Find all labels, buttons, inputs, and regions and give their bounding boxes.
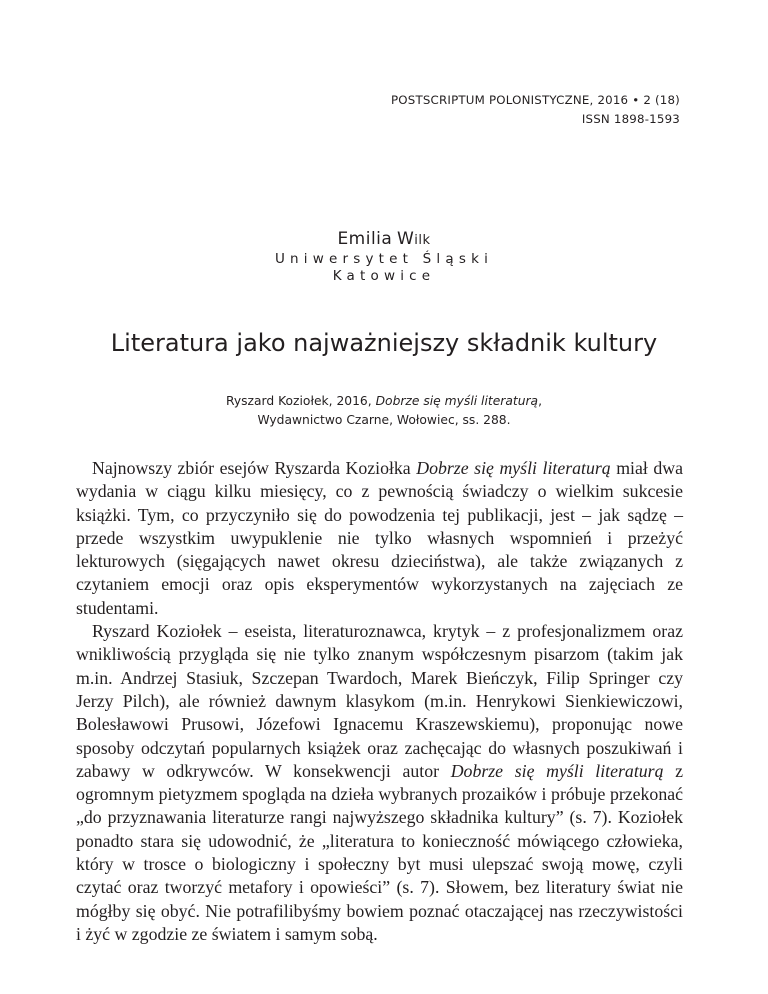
citation-comma: , [538, 394, 543, 408]
citation-publisher: Wydawnictwo Czarne, Wołowiec, ss. 288. [257, 413, 511, 427]
issn-line: ISSN 1898-1593 [581, 112, 680, 126]
author-affiliation-university: Uniwersytet Śląski [274, 251, 494, 267]
article-title: Literatura jako najważniejszy składnik kultury [110, 329, 658, 357]
citation-book-title: Dobrze się myśli literaturą [375, 394, 539, 408]
author-affiliation-city: Katowice [332, 268, 436, 284]
author-block [0, 229, 768, 285]
book-citation [0, 392, 768, 430]
paragraph-2-text-b: z ogromnym pietyzmem spogląda na dzieła wybranych prozaików i próbuje przekonać „do przyznawania literaturze rangi najwyższego składnika kultury” (s. 7). Koziołek ponadto stara się udowodnić, że „literatura to konieczność mówiącego człowieka, który w trosce o biologiczny i społeczny byt musi ulepszać swoją mowę, czyli czytać oraz tworzyć metafory i opowieści” (s. 7). Słowem, bez literatury świat nie mógłby się obyć. Nie potrafilibyśmy bowiem poznać otaczającej nas rzeczywistości i żyć w zgodzie ze światem i samym sobą. [76, 760, 684, 944]
paragraph-1 [76, 457, 683, 620]
author-first-name: Emilia [337, 229, 393, 249]
citation-author-year: Ryszard Koziołek, 2016, [225, 394, 376, 408]
paragraph-2 [76, 620, 683, 946]
paragraph-1-text-a: Najnowszy zbiór esejów Ryszarda Koziołka [92, 458, 417, 478]
paragraph-2-book-title: Dobrze się myśli literaturą [450, 760, 664, 781]
author-last-rest: ilk [414, 233, 431, 248]
citation-line-1 [0, 392, 768, 411]
article-body [76, 457, 683, 946]
author-name [0, 229, 768, 251]
paragraph-1-book-title: Dobrze się myśli literaturą [416, 458, 611, 478]
paragraph-1-text-b: miał dwa wydania w ciągu kilku miesięcy, co z pewnością świadczy o wielkim sukcesie książki. Tym, co przyczyniło się do powodzenia tej publikacji, jest – jak sądzę – przede wszystkim uwypuklenie nie tylko własnych wspomnień i przeżyć lekturowych (sięgających nawet okresu dzieciństwa), ale także związanych z czytaniem emocji oraz opis eksperymentów wykorzystanych na zajęciach ze studentami. [76, 458, 683, 618]
paragraph-2-text-a: Ryszard Koziołek – eseista, literaturoznawca, krytyk – z profesjonalizmem oraz wnikliwością przygląda się nie tylko znanym współczesnym pisarzom (takim jak m.in. Andrzej Stasiuk, Szczepan Twardoch, Marek Bieńczyk, Filip Springer czy Jerzy Pilch), ale również dawnym klasykom (m.in. Henrykowi Sienkiewiczowi, Bolesławowi Prusowi, Józefowi Ignacemu Kraszewskiemu), proponując nowe sposoby odczytań popularnych książek oraz zachęcając do własnych poszukiwań i zabawy w odkrywców. W konsekwencji autor [76, 621, 683, 781]
journal-issue-line: POSTSCRIPTUM POLONISTYCZNE, 2016 • 2 (18) [390, 93, 680, 107]
journal-header [391, 91, 680, 129]
author-last-initial: W [396, 229, 415, 249]
